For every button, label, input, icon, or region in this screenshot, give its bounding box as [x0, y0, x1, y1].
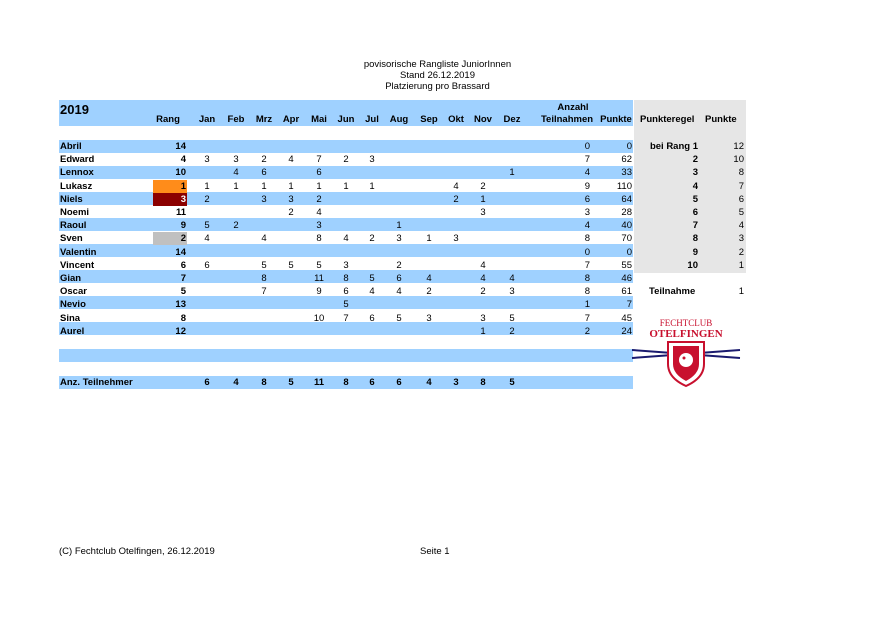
- month-value: 5: [396, 312, 402, 324]
- month-value: 1: [509, 167, 515, 179]
- punkteregel-points: 7: [738, 180, 744, 192]
- month-value: 6: [261, 167, 267, 179]
- row-rank: 2: [180, 233, 186, 245]
- month-value: 11: [314, 273, 324, 284]
- totals-value: 5: [509, 377, 515, 388]
- row-teilnahmen: 7: [584, 259, 590, 271]
- month-value: 5: [343, 299, 349, 311]
- column-header-aug: Aug: [389, 114, 409, 125]
- row-punkte: 61: [621, 286, 632, 298]
- row-name: Niels: [60, 193, 83, 205]
- month-value: 1: [316, 180, 322, 192]
- row-punkte: 64: [621, 193, 632, 205]
- column-header-apr: Apr: [282, 114, 300, 125]
- month-value: 2: [453, 193, 459, 205]
- month-value: 4: [509, 273, 515, 284]
- row-punkte: 0: [626, 246, 632, 258]
- totals-value: 4: [426, 377, 432, 388]
- column-header-mai: Mai: [311, 114, 327, 125]
- month-value: 4: [204, 233, 210, 245]
- month-value: 2: [509, 325, 515, 337]
- row-band-2: [59, 166, 633, 179]
- month-value: 8: [261, 273, 267, 284]
- month-value: 5: [261, 259, 267, 271]
- punkteregel-points: 2: [738, 246, 744, 258]
- row-rank: 7: [180, 273, 186, 284]
- totals-label: Anz. Teilnehmer: [60, 377, 133, 388]
- row-punkte: 7: [626, 299, 632, 311]
- month-value: 4: [261, 233, 267, 245]
- month-value: 3: [480, 207, 486, 218]
- month-value: 6: [204, 259, 210, 271]
- month-value: 1: [343, 180, 349, 192]
- row-teilnahmen: 6: [584, 193, 590, 205]
- row-name: Sven: [60, 233, 83, 245]
- month-value: 2: [480, 180, 486, 192]
- row-name: Edward: [60, 154, 95, 166]
- punkteregel-rank: 7: [692, 220, 698, 232]
- row-punkte: 55: [621, 259, 632, 271]
- punkteregel-points: 3: [738, 233, 744, 245]
- logo-line2: OTELFINGEN: [649, 328, 723, 340]
- month-value: 4: [396, 286, 402, 298]
- month-value: 6: [343, 286, 349, 298]
- row-band-5: [59, 244, 633, 257]
- report-date: Stand 26.12.2019: [399, 70, 475, 81]
- month-value: 4: [480, 259, 486, 271]
- month-value: 4: [426, 273, 432, 284]
- month-value: 3: [316, 220, 322, 232]
- month-value: 3: [261, 193, 267, 205]
- month-value: 5: [204, 220, 210, 232]
- punkteregel-rank: 2: [692, 154, 698, 166]
- month-value: 2: [261, 154, 267, 166]
- month-value: 3: [288, 193, 294, 205]
- row-band-1: [59, 140, 633, 153]
- month-value: 3: [426, 312, 432, 324]
- month-value: 1: [369, 180, 375, 192]
- month-value: 5: [509, 312, 515, 324]
- fencing-crest-icon: [630, 316, 742, 388]
- punkteregel-header: Punkteregel: [640, 114, 695, 125]
- row-rank: 14: [175, 141, 186, 152]
- month-value: 3: [453, 233, 459, 245]
- month-value: 3: [233, 154, 239, 166]
- month-value: 1: [426, 233, 432, 245]
- column-header-sep: Sep: [420, 114, 438, 125]
- month-value: 5: [316, 259, 322, 271]
- punkteregel-points: 8: [738, 167, 744, 179]
- punkteregel-rank: 4: [692, 180, 698, 192]
- row-teilnahmen: 9: [584, 180, 590, 192]
- month-value: 9: [316, 286, 322, 298]
- month-value: 4: [453, 180, 459, 192]
- row-rank: 1: [180, 180, 186, 192]
- month-value: 1: [396, 220, 402, 232]
- row-punkte: 40: [621, 220, 632, 232]
- row-band-3: [59, 192, 633, 205]
- month-value: 2: [316, 193, 322, 205]
- row-teilnahmen: 3: [584, 207, 590, 218]
- punkteregel-rank: 3: [692, 167, 698, 179]
- row-teilnahmen: 8: [584, 273, 590, 284]
- month-value: 2: [343, 154, 349, 166]
- punkteregel-points: 4: [738, 220, 744, 232]
- month-value: 4: [316, 207, 322, 218]
- row-rank: 3: [180, 193, 186, 205]
- totals-value: 8: [261, 377, 267, 388]
- row-rank: 4: [180, 154, 186, 166]
- month-value: 1: [480, 325, 486, 337]
- row-name: Vincent: [60, 259, 95, 271]
- month-value: 2: [204, 193, 210, 205]
- totals-value: 8: [343, 377, 349, 388]
- row-punkte: 0: [626, 141, 632, 152]
- totals-value: 8: [480, 377, 486, 388]
- row-teilnahmen: 0: [584, 246, 590, 258]
- row-name: Lennox: [60, 167, 94, 179]
- year-label: 2019: [60, 102, 89, 117]
- month-value: 2: [288, 207, 294, 218]
- row-teilnahmen: 1: [584, 299, 590, 311]
- club-logo: [630, 316, 742, 388]
- column-header-teilnahmen: Teilnahmen: [540, 114, 594, 125]
- month-value: 1: [204, 180, 210, 192]
- totals-value: 11: [313, 377, 325, 388]
- totals-value: 6: [396, 377, 402, 388]
- month-value: 7: [316, 154, 322, 166]
- row-punkte: 110: [616, 180, 632, 192]
- row-name: Lukasz: [60, 180, 93, 192]
- month-value: 2: [426, 286, 432, 298]
- row-teilnahmen: 4: [584, 220, 590, 232]
- column-header-feb: Feb: [227, 114, 245, 125]
- month-value: 1: [261, 180, 267, 192]
- punkteregel-points: 5: [738, 207, 744, 218]
- row-rank: 10: [175, 167, 186, 179]
- row-teilnahmen: 4: [584, 167, 590, 179]
- anzahl-label: Anzahl: [557, 102, 589, 113]
- row-punkte: 24: [621, 325, 632, 337]
- month-value: 8: [316, 233, 322, 245]
- row-rank: 8: [180, 312, 186, 324]
- month-value: 5: [288, 259, 294, 271]
- logo-line1: FECHTCLUB: [659, 318, 713, 328]
- row-name: Abril: [60, 141, 82, 152]
- punkteregel-points: 10: [733, 154, 744, 166]
- row-punkte: 28: [621, 207, 632, 218]
- punkteregel-rank: bei Rang 1: [649, 141, 698, 152]
- punkteregel-rank: 9: [692, 246, 698, 258]
- column-header-punkte: Punkte: [600, 114, 632, 125]
- column-header-okt: Okt: [448, 114, 464, 125]
- row-rank: 5: [180, 286, 186, 298]
- punkteregel-points: 12: [733, 141, 744, 152]
- totals-value: 5: [288, 377, 294, 388]
- row-punkte: 62: [621, 154, 632, 166]
- row-name: Nevio: [60, 299, 86, 311]
- row-band-9: [59, 349, 633, 362]
- row-punkte: 33: [621, 167, 632, 179]
- teilnahme-points: 1: [738, 286, 744, 297]
- month-value: 1: [233, 180, 239, 192]
- punkteregel-rank: 5: [692, 193, 698, 205]
- row-teilnahmen: 0: [584, 141, 590, 152]
- row-rank: 14: [175, 246, 186, 258]
- row-name: Sina: [60, 312, 81, 324]
- footer-page: Seite 1: [420, 546, 450, 557]
- report-subtitle: Platzierung pro Brassard: [385, 81, 490, 92]
- row-teilnahmen: 2: [584, 325, 590, 337]
- row-name: Raoul: [60, 220, 87, 232]
- month-value: 1: [480, 193, 486, 205]
- footer-copyright: (C) Fechtclub Otelfingen, 26.12.2019: [59, 546, 215, 557]
- row-rank: 12: [175, 325, 186, 337]
- column-header-mrz: Mrz: [255, 114, 273, 125]
- row-band-4: [59, 218, 633, 231]
- month-value: 3: [509, 286, 515, 298]
- row-name: Oscar: [60, 286, 87, 298]
- month-value: 3: [343, 259, 349, 271]
- row-teilnahmen: 8: [584, 233, 590, 245]
- totals-value: 6: [204, 377, 210, 388]
- month-value: 8: [343, 273, 349, 284]
- month-value: 1: [288, 180, 294, 192]
- month-value: 4: [233, 167, 239, 179]
- month-value: 4: [369, 286, 375, 298]
- totals-value: 4: [233, 377, 239, 388]
- month-value: 5: [369, 273, 375, 284]
- month-value: 4: [343, 233, 349, 245]
- month-value: 3: [369, 154, 375, 166]
- column-header-jun: Jun: [337, 114, 355, 125]
- row-teilnahmen: 8: [584, 286, 590, 298]
- row-name: Aurel: [60, 325, 85, 337]
- month-value: 3: [396, 233, 402, 245]
- row-name: Valentin: [60, 246, 97, 258]
- row-name: Noemi: [60, 207, 90, 218]
- row-rank: 13: [175, 299, 186, 311]
- totals-value: 3: [453, 377, 459, 388]
- column-header-nov: Nov: [474, 114, 492, 125]
- punkteregel-rank: 6: [692, 207, 698, 218]
- punkte-header: Punkte: [705, 114, 737, 125]
- month-value: 3: [480, 312, 486, 324]
- row-teilnahmen: 7: [584, 154, 590, 166]
- month-value: 10: [313, 312, 325, 324]
- punkteregel-rank: 8: [692, 233, 698, 245]
- month-value: 2: [233, 220, 239, 232]
- month-value: 2: [480, 286, 486, 298]
- month-value: 4: [480, 273, 486, 284]
- row-rank: 6: [180, 259, 186, 271]
- column-header-jul: Jul: [365, 114, 379, 125]
- row-punkte: 45: [621, 312, 632, 324]
- punkteregel-rank: 10: [687, 259, 698, 271]
- month-value: 4: [288, 154, 294, 166]
- month-value: 2: [396, 259, 402, 271]
- month-value: 7: [343, 312, 349, 324]
- row-rank: 11: [175, 207, 186, 218]
- column-header-rang: Rang: [156, 114, 180, 125]
- report-title: povisorische Rangliste JuniorInnen: [363, 59, 512, 70]
- month-value: 6: [396, 273, 402, 284]
- month-value: 2: [369, 233, 375, 245]
- month-value: 7: [261, 286, 267, 298]
- punkteregel-points: 6: [738, 193, 744, 205]
- month-value: 3: [204, 154, 210, 166]
- month-value: 6: [316, 167, 322, 179]
- column-header-jan: Jan: [198, 114, 216, 125]
- column-header-dez: Dez: [503, 114, 521, 125]
- row-punkte: 46: [621, 273, 632, 284]
- totals-value: 6: [369, 377, 375, 388]
- punkteregel-points: 1: [738, 259, 744, 271]
- row-rank: 9: [180, 220, 186, 232]
- row-teilnahmen: 7: [584, 312, 590, 324]
- teilnahme-label: Teilnahme: [649, 286, 696, 297]
- row-punkte: 70: [621, 233, 632, 245]
- month-value: 6: [369, 312, 375, 324]
- row-name: Gian: [60, 273, 82, 284]
